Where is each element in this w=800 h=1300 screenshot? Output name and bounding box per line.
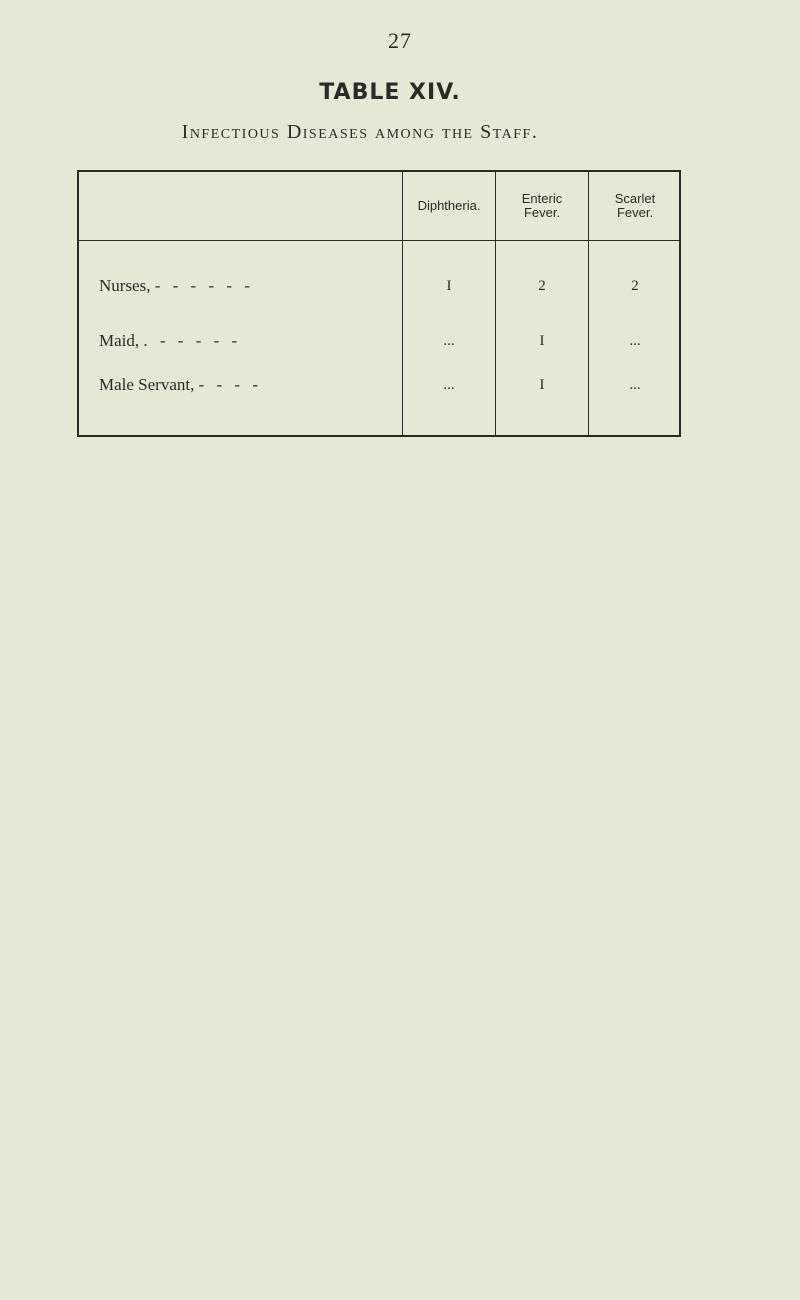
- table-cell: I: [539, 377, 545, 393]
- table-title: TABLE XIV.: [319, 80, 461, 105]
- table-cell: I: [539, 333, 545, 349]
- row-label-leader: . - - - - -: [143, 331, 242, 350]
- table-cell: 2: [538, 278, 546, 294]
- table-cell: 2: [631, 278, 639, 294]
- row-label-leader: - - - -: [198, 375, 263, 394]
- table-cell: ...: [629, 333, 641, 349]
- row-label: [99, 276, 254, 296]
- column-header-diphtheria: Diphtheria.: [417, 198, 481, 213]
- header-divider: [79, 240, 679, 241]
- table-cell: I: [446, 278, 452, 294]
- table-subtitle: Infectious Diseases among the Staff.: [181, 121, 539, 143]
- row-label-leader: - - - - - -: [154, 276, 254, 295]
- page-number: 27: [388, 28, 412, 53]
- table-cell: ...: [629, 377, 641, 393]
- column-header-scarlet-fever: Scarlet Fever.: [614, 191, 656, 220]
- table-cell: ...: [443, 377, 455, 393]
- row-label: [99, 331, 241, 351]
- column-header-enteric-fever: Enteric Fever.: [521, 191, 563, 220]
- row-label-text: Maid,: [99, 331, 140, 350]
- row-label-text: Nurses,: [99, 276, 151, 295]
- table-cell: ...: [443, 333, 455, 349]
- row-label: [99, 375, 262, 395]
- row-label-text: Male Servant,: [99, 375, 195, 394]
- data-table: [77, 170, 681, 437]
